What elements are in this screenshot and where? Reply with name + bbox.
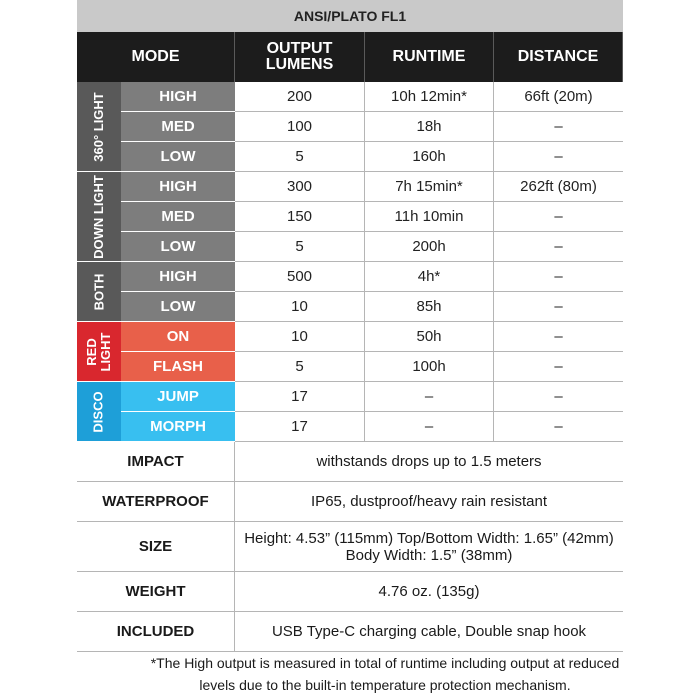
runtime-cell: 18h [365,112,494,142]
spec-sheet [77,0,623,700]
spec-label: SIZE [77,522,235,572]
group-label-text: DISCO [90,390,106,433]
runtime-cell: – [365,412,494,442]
mode-name: MED [121,112,235,142]
distance-cell: – [494,382,623,412]
runtime-cell: 200h [365,232,494,262]
runtime-cell: 160h [365,142,494,172]
group-label-text: RED LIGHT [84,332,113,371]
group-label-text: 360° LIGHT [91,91,106,162]
runtime-cell: 10h 12min* [365,82,494,112]
spec-value: USB Type-C charging cable, Double snap hook [235,612,623,652]
runtime-cell: 4h* [365,262,494,292]
lumens-cell: 17 [235,382,365,412]
mode-name: MED [121,202,235,232]
spec-value: withstands drops up to 1.5 meters [235,442,623,482]
lumens-cell: 5 [235,232,365,262]
lumens-cell: 10 [235,292,365,322]
runtime-cell: – [365,382,494,412]
group-label [77,262,121,322]
footnote: *The High output is measured in total of runtime including output at reduced levels due to the built-in temperature protection mechanism. [150,655,620,693]
group-label [77,82,121,172]
spec-value: IP65, dustproof/heavy rain resistant [235,482,623,522]
distance-cell: – [494,142,623,172]
lumens-cell: 100 [235,112,365,142]
table-title: ANSI/PLATO FL1 [77,0,623,32]
distance-cell: – [494,352,623,382]
runtime-cell: 7h 15min* [365,172,494,202]
group-label-text: BOTH [91,273,106,310]
mode-name: LOW [121,292,235,322]
spec-label: IMPACT [77,442,235,482]
distance-cell: – [494,202,623,232]
distance-cell: – [494,292,623,322]
spec-value: Height: 4.53” (115mm) Top/Bottom Width: 1.65” (42mm) Body Width: 1.5” (38mm) [235,522,623,572]
mode-name: LOW [121,142,235,172]
lumens-cell: 17 [235,412,365,442]
mode-name: HIGH [121,82,235,112]
lumens-cell: 500 [235,262,365,292]
mode-name: HIGH [121,172,235,202]
header-mode: MODE [77,32,235,82]
header-distance: DISTANCE [494,32,623,82]
spec-label: WATERPROOF [77,482,235,522]
spec-label: INCLUDED [77,612,235,652]
distance-cell: – [494,232,623,262]
lumens-cell: 200 [235,82,365,112]
lumens-cell: 150 [235,202,365,232]
group-label-text: DOWN LIGHT [91,174,107,259]
runtime-cell: 100h [365,352,494,382]
mode-name: JUMP [121,382,235,412]
distance-cell: 66ft (20m) [494,82,623,112]
spec-value: 4.76 oz. (135g) [235,572,623,612]
group-label [77,172,121,262]
distance-cell: – [494,262,623,292]
distance-cell: – [494,412,623,442]
group-label [77,382,121,442]
lumens-cell: 5 [235,352,365,382]
distance-cell: – [494,322,623,352]
mode-name: FLASH [121,352,235,382]
runtime-cell: 50h [365,322,494,352]
distance-cell: 262ft (80m) [494,172,623,202]
distance-cell: – [494,112,623,142]
runtime-cell: 85h [365,292,494,322]
header-output-lumens: OUTPUT LUMENS [235,32,365,82]
lumens-cell: 10 [235,322,365,352]
lumens-cell: 5 [235,142,365,172]
mode-name: HIGH [121,262,235,292]
header-runtime: RUNTIME [365,32,494,82]
mode-name: LOW [121,232,235,262]
runtime-cell: 11h 10min [365,202,494,232]
mode-name: MORPH [121,412,235,442]
group-label [77,322,121,382]
spec-label: WEIGHT [77,572,235,612]
lumens-cell: 300 [235,172,365,202]
mode-name: ON [121,322,235,352]
